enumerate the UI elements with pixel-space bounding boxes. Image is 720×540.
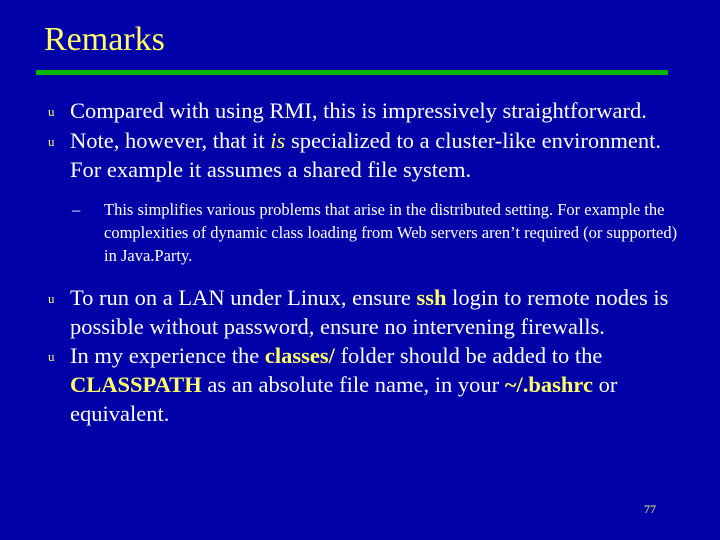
bullet-text-part: login to remote nodes is possible without password, ensure no intervening firewalls. bbox=[70, 285, 669, 339]
page-number: 77 bbox=[644, 502, 656, 516]
bullet-text-part: specialized to a cluster-like environment. For example it assumes a shared file system. bbox=[70, 128, 661, 182]
code-text: classes/ bbox=[264, 343, 335, 368]
bullet-text bbox=[70, 126, 678, 184]
title-divider bbox=[36, 70, 668, 75]
slide-title: Remarks bbox=[44, 21, 165, 58]
sub-bullet-text: This simplifies various problems that arise in the distributed setting. For example the complexities of dynamic class loading from Web servers aren’t required (or supported) in Java.Party. bbox=[104, 200, 678, 265]
sub-bullet-marker: – bbox=[72, 200, 81, 219]
bullet-item bbox=[48, 283, 678, 341]
emphasis-text: is bbox=[270, 128, 286, 153]
bullet-item bbox=[48, 126, 678, 184]
bullet-item bbox=[48, 96, 678, 126]
bullet-marker: u bbox=[48, 291, 55, 306]
bullet-text-part: Note, however, that it bbox=[70, 128, 271, 153]
bullet-text-part: folder should be added to the bbox=[334, 343, 603, 368]
bullet-marker: u bbox=[48, 104, 55, 119]
bullet-marker: u bbox=[48, 134, 55, 149]
bullet-text-part: or equivalent. bbox=[70, 372, 618, 426]
bullet-text bbox=[70, 341, 678, 428]
bullet-item bbox=[48, 341, 678, 428]
code-text: ~/.bashrc bbox=[504, 372, 593, 397]
code-text: CLASSPATH bbox=[70, 372, 202, 397]
bullet-text-part: In my experience the bbox=[70, 343, 265, 368]
bullet-text-part: as an absolute file name, in your bbox=[201, 372, 505, 397]
code-text: ssh bbox=[416, 285, 447, 310]
slide-content bbox=[48, 96, 678, 428]
bullet-marker: u bbox=[48, 349, 55, 364]
bullet-text: Compared with using RMI, this is impressively straightforward. bbox=[70, 98, 647, 123]
bullet-text bbox=[70, 283, 678, 341]
bullet-text-part: To run on a LAN under Linux, ensure bbox=[70, 285, 417, 310]
sub-bullet-item bbox=[72, 198, 678, 267]
